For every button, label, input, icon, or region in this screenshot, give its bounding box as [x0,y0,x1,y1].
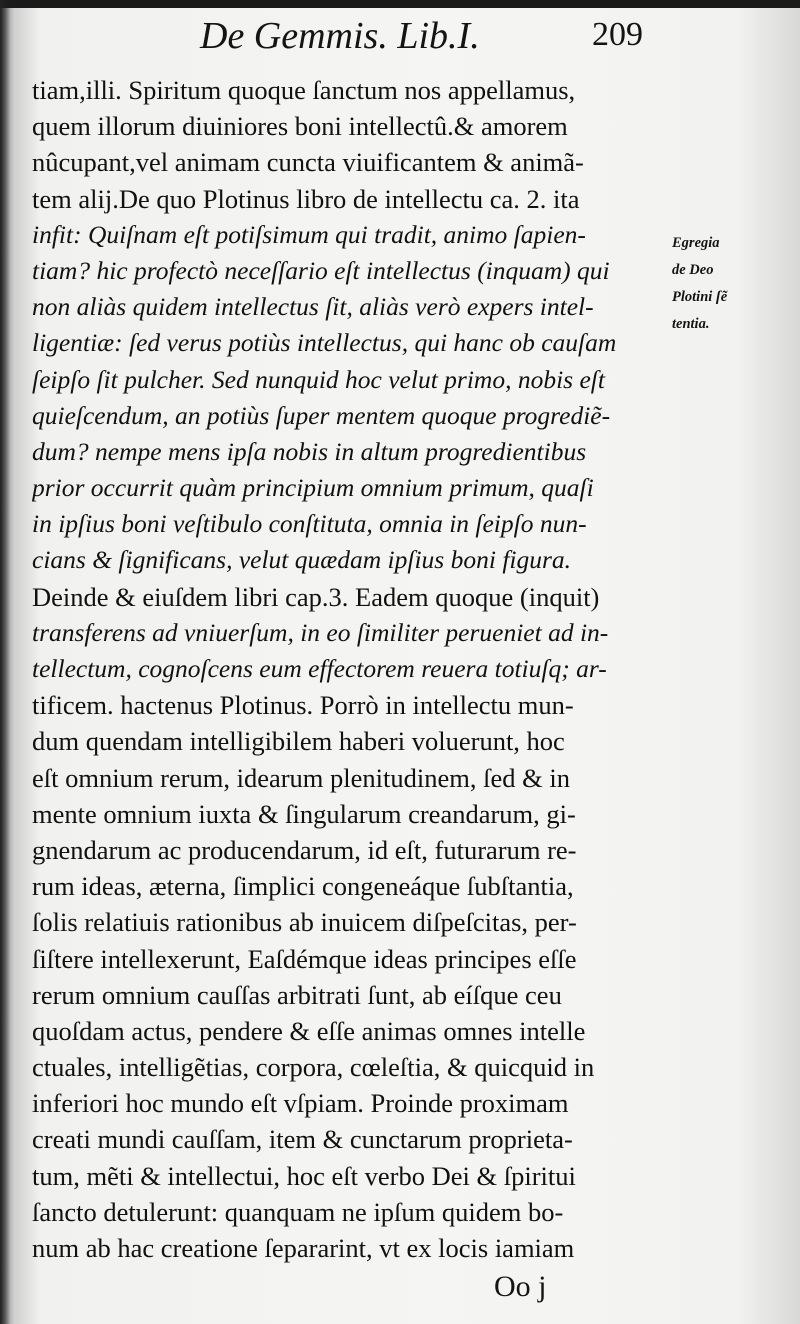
text-line: quieſcendum, an potiùs ſuper mentem quoque progrediẽ- [32,400,611,430]
text-line: rum ideas, æterna, ſimplici congeneáque ſubſtantia, [32,871,574,902]
text-line: inferiori hoc mundo eſt vſpiam. Proinde proximam [32,1088,569,1119]
text-line: tificem. hactenus Plotinus. Porrò in intellectu mun- [32,690,574,721]
text-line: prior occurrit quàm principium omnium primum, quaſi [32,473,594,503]
text-line: rerum omnium cauſſas arbitrati ſunt, ab eíſque ceu [32,979,562,1010]
text-line: ſancto detulerunt: quanquam ne ipſum quidem bo- [32,1196,564,1227]
text-line: ſolis relatiuis rationibus ab inuicem diſpeſcitas, per- [32,907,577,938]
text-line: num ab hac creatione ſepararint, vt ex locis iamiam [32,1233,575,1263]
text-line: ctuales, intelligẽtias, corpora, cœleſtia, & quicquid in [32,1052,595,1083]
text-line: tellectum, cognoſcens eum effectorem reuera totiuſq; ar- [32,654,607,683]
text-line: non aliàs quidem intellectus ſit, aliàs verò expers intel- [32,292,594,322]
text-line: tiam,illi. Spiritum quoque ſanctum nos appellamus, [32,75,576,105]
text-line: cians & ſignificans, velut quædam ipſius boni figura. [32,545,572,575]
text-line: ſeipſo ſit pulcher. Sed nunquid hoc velut primo, nobis eſt [32,364,605,394]
text-line: gnendarum ac producendarum, id eſt, futurarum re- [32,834,577,865]
text-line: tiam? hic profectò neceſſario eſt intellectus (inquam) qui [32,255,610,285]
text-line: nûcupant,vel animam cuncta viuificantem & animã- [32,147,584,178]
text-line: ſiſtere intellexerunt, Eaſdémque ideas principes eſſe [32,943,577,974]
text-line: Deinde & eiuſdem libri cap.3. Eadem quoque (inquit) [32,581,600,612]
text-line: dum? nempe mens ipſa nobis in altum progredientibus [32,436,587,466]
marginal-note [672,230,772,338]
text-line: in ipſius boni veſtibulo conſtituta, omnia in ſeipſo nun- [32,509,587,539]
text-line: tem alij.De quo Plotinus libro de intellectu ca. 2. ita [32,183,580,214]
signature-mark: Oo j [494,1270,547,1303]
page-top-edge [0,0,800,8]
text-line: dum quendam intelligibilem haberi voluerunt, hoc [32,726,565,757]
gutter-shadow [0,0,10,1324]
marginal-note-line: tentia. [672,316,710,332]
text-line: creati mundi cauſſam, item & cunctarum proprieta- [32,1124,573,1155]
text-line: eſt omnium rerum, idearum plenitudinem, ſed & in [32,762,570,793]
text-line: infit: Quiſnam eſt potiſsimum qui tradit, animo ſapien- [32,219,586,249]
text-line: ligentiæ: ſed verus potiùs intellectus, qui hanc ob cauſam [32,328,617,358]
marginal-note-line: Plotini ſẽ [672,289,728,305]
text-line: quem illorum diuiniores boni intellectû.& amorem [32,111,568,142]
text-line: mente omnium iuxta & ſingularum creandarum, gi- [32,798,576,829]
running-title: De Gemmis. Lib.I. [200,15,480,57]
marginal-note-line: de Deo [672,262,714,278]
page-number: 209 [592,16,643,53]
text-line: tum, mẽti & intellectui, hoc eſt verbo Dei & ſpiritui [32,1160,576,1191]
body-text [32,72,672,1266]
marginal-note-line: Egregia [672,235,720,251]
text-line: transferens ad vniuerſum, in eo ſimiliter perueniet ad in- [32,617,609,647]
text-line: quoſdam actus, pendere & eſſe animas omnes intelle [32,1015,586,1046]
